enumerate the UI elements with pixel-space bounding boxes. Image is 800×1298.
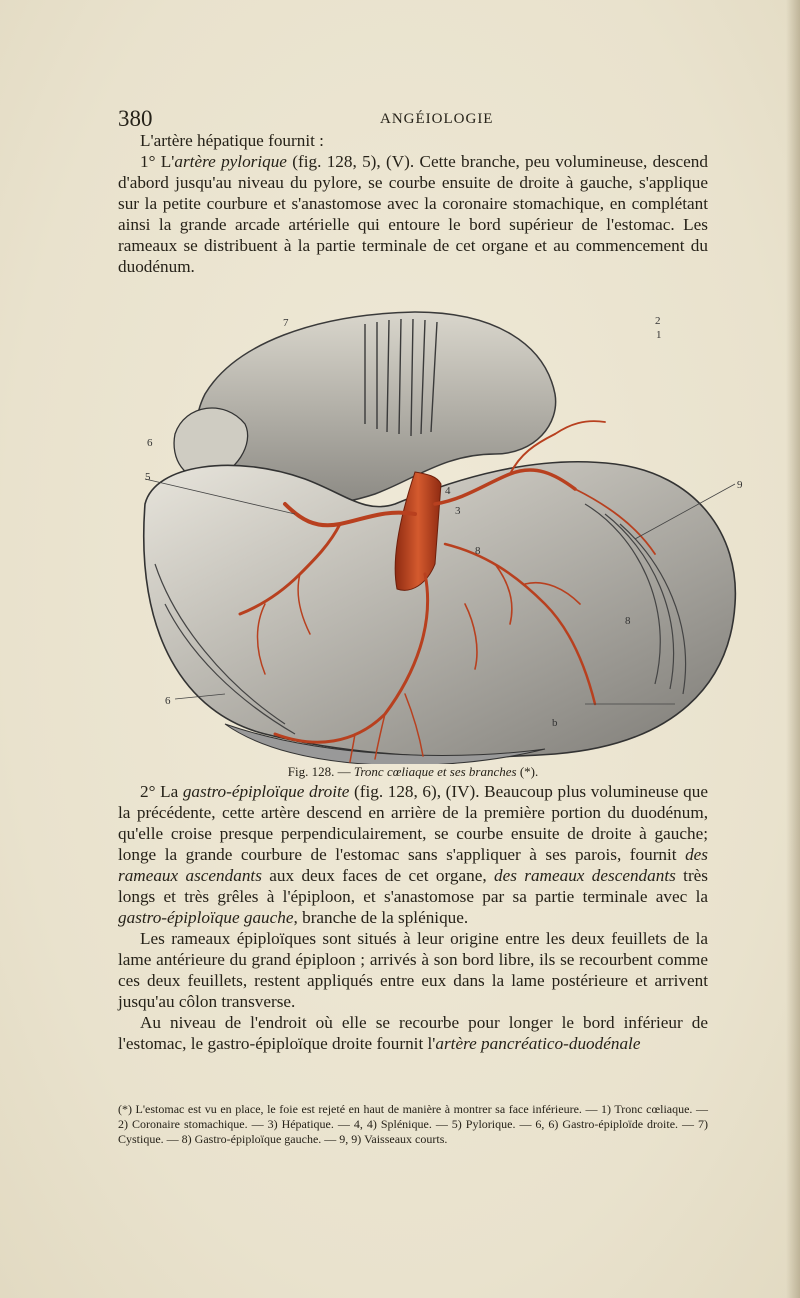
page-number: 380 bbox=[118, 106, 153, 131]
running-title: ANGÉIOLOGIE bbox=[380, 111, 494, 127]
paragraph-gastro-epiploique bbox=[118, 781, 708, 928]
para2-text3: très longs et très grêles à l'épiploon, et s'anastomose par sa partie terminale avec la bbox=[118, 866, 708, 906]
caption-prefix: Fig. 128. — bbox=[287, 764, 351, 779]
body-text-bottom bbox=[118, 781, 708, 1054]
label-6b: 6 bbox=[165, 695, 171, 707]
para1-lead: 1° L' bbox=[140, 152, 175, 171]
label-3: 3 bbox=[455, 505, 461, 517]
label-9: 9 bbox=[737, 479, 743, 491]
para4-text: Au niveau de l'endroit où elle se recourbe pour longer le bord inférieur de l'estomac, le gastro-épiploïque droite fournit l' bbox=[118, 1013, 708, 1053]
label-8: 8 bbox=[625, 615, 631, 627]
caption-suffix: (*). bbox=[519, 764, 539, 779]
term-rameaux-descendants: des rameaux descendants bbox=[494, 866, 676, 885]
paragraph-rameaux: Les rameaux épiploïques sont situés à leur origine entre les deux feuillets de la lame antérieure du grand épiploon ; arrivés à son bord libre, ils se recourbent comme ces deux feuillets, restent appliqués entre eux dans la lame postérieure et arrivent jusqu'au côlon transverse. bbox=[118, 929, 708, 1011]
term-gastro-epiploique-gauche: gastro-épiploïque gauche bbox=[118, 908, 294, 927]
label-2: 2 bbox=[655, 315, 661, 327]
figure-illustration bbox=[115, 304, 755, 764]
para2-lead: 2° La bbox=[140, 782, 183, 801]
label-4: 4 bbox=[445, 485, 451, 497]
para2-text1: (fig. 128, 6), (IV). Beaucoup plus volumineuse que la précédente, cette artère descend en arrière de la première portion du duodénum, qu'elle croise presque perpendiculairement, se courbe ensuite de droite à gauche; longe la grande courbure de l'estomac sans s'appliquer à ses parois, fournit bbox=[118, 782, 708, 864]
label-b: b bbox=[552, 717, 558, 729]
para2-text2: aux deux faces de cet organe, bbox=[261, 866, 494, 885]
page-edge bbox=[786, 0, 800, 1298]
para1-text: (fig. 128, 5), (V). Cette branche, peu volumineuse, descend d'abord jusqu'au niveau du pylore, se courbe ensuite de droite à gauche, s'applique sur la petite courbure et s'anastomose avec la coronaire stomachique, en complétant ainsi la grande arcade artérielle qui entoure le bord supérieur de l'estomac. Les rameaux se distribuent à la partie terminale de cet organe et au commencement du duodénum. bbox=[118, 152, 708, 276]
label-7: 7 bbox=[283, 317, 289, 329]
label-6: 6 bbox=[147, 437, 153, 449]
anatomical-figure bbox=[115, 304, 755, 764]
label-5: 5 bbox=[145, 471, 151, 483]
figure-caption bbox=[118, 764, 708, 780]
intro-line: L'artère hépatique fournit : bbox=[140, 131, 324, 150]
body-text-top bbox=[118, 130, 708, 277]
paragraph-niveau bbox=[118, 1012, 708, 1054]
label-1: 1 bbox=[656, 329, 662, 341]
para2-text4: , branche de la splénique. bbox=[293, 908, 469, 927]
page-header bbox=[118, 106, 708, 130]
term-pancreatico-duodenale: artère pancréatico-duodénale bbox=[435, 1034, 641, 1053]
paragraph-pylorique bbox=[118, 151, 708, 277]
caption-title: Tronc cœliaque et ses branches bbox=[353, 764, 517, 779]
label-8b: 8 bbox=[475, 545, 481, 557]
term-artere-pylorique: artère pylorique bbox=[174, 152, 287, 171]
term-gastro-epiploique-droite: gastro-épiploïque droite bbox=[182, 782, 350, 801]
term-rameaux-ascendants: des rameaux ascendants bbox=[118, 845, 708, 885]
footnote: (*) L'estomac est vu en place, le foie est rejeté en haut de manière à montrer sa face inférieure. — 1) Tronc cœliaque. — 2) Coronaire stomachique. — 3) Hépatique. — 4, 4) Splénique. — 5) Pylorique. — 6, 6) Gastro-épiploïde droite. — 7) Cystique. — 8) Gastro-épiploïque gauche. — 9, 9) Vaisseaux courts. bbox=[118, 1102, 708, 1146]
